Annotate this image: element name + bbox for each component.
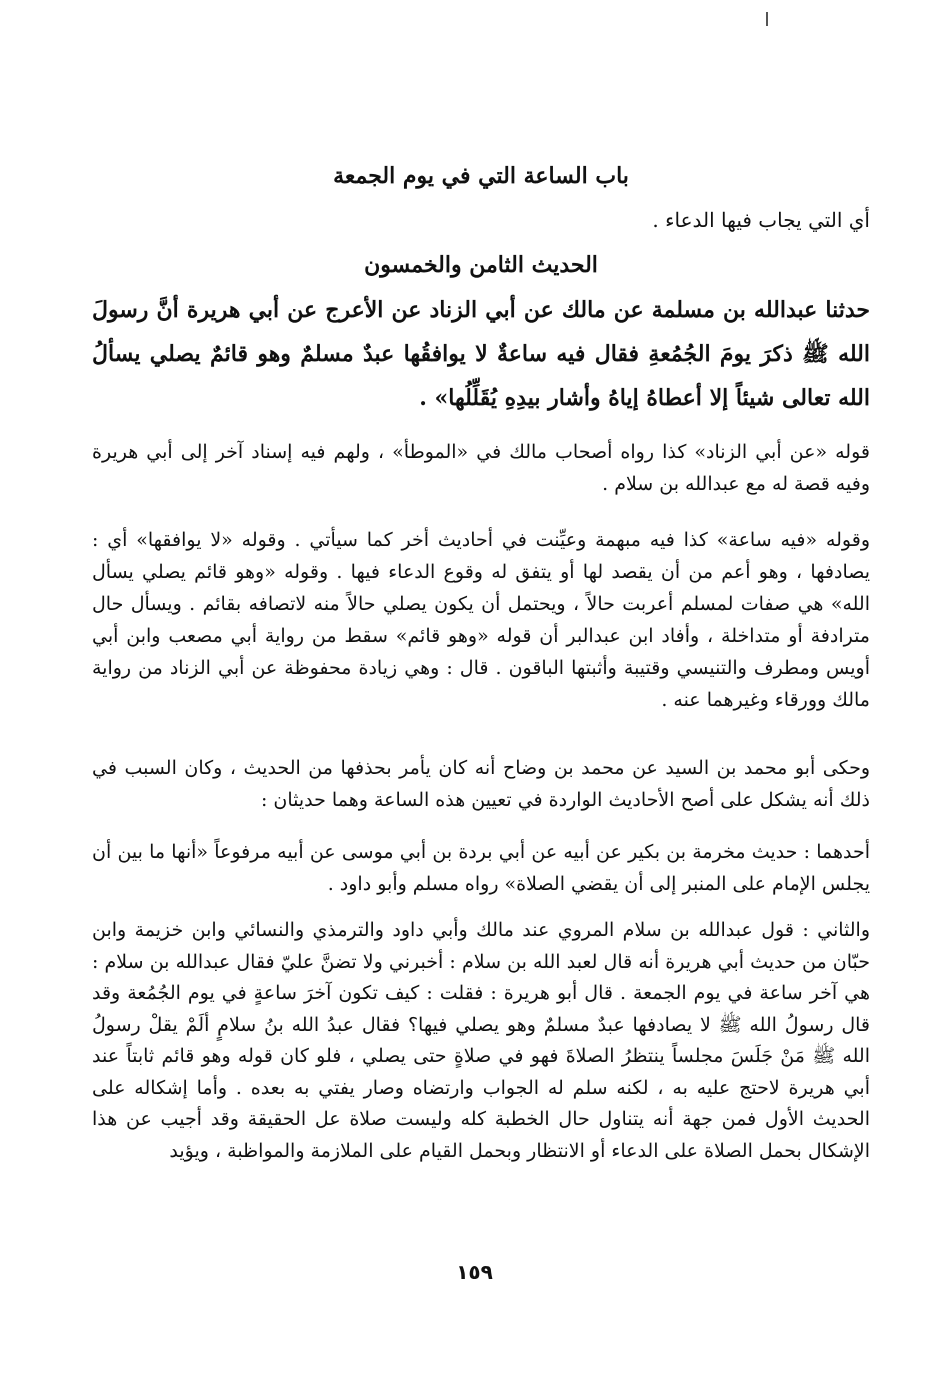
intro-line: أي التي يجاب فيها الدعاء . <box>652 208 870 232</box>
page-number: ١٥٩ <box>456 1260 493 1284</box>
commentary-paragraph: وحكى أبو محمد بن السيد عن محمد بن وضاح أنه كان يأمر بحذفها من الحديث ، وكان السبب في ذلك أنه يشكل على أصح الأحاديث الواردة في تعيين هذه الساعة وهما حديثان : <box>92 757 870 811</box>
scan-mark <box>766 12 768 26</box>
section-title: الحديث الثامن والخمسون <box>364 252 598 278</box>
commentary-paragraph: أحدهما : حديث مخرمة بن بكير عن أبيه عن أبي بردة بن أبي موسى عن أبيه مرفوعاً «أنها ما بين أن يجلس الإمام على المنبر إلى أن يقضي الصلاة» رواه مسلم وأبو داود . <box>92 841 870 895</box>
commentary-paragraph: والثاني : قول عبدالله بن سلام المروي عند مالك وأبي داود والترمذي والنسائي وابن خزيمة وابن حبّان من حديث أبي هريرة أنه قال لعبد الله بن سلام : أخبرني ولا تضنَّ عليّ فقال عبدالله بن سلام : هي آخر ساعة في يوم الجمعة . قال أبو هريرة : فقلت : كيف تكون آخرَ ساعةٍ في يوم الجُمُعة وقد قال رسولُ الله ﷺ لا يصادفها عبدٌ مسلمٌ وهو يصلي فيها؟ فقال عبدُ الله بنُ سلامٍ ألَمْ يقلْ رسولُ الله ﷺ مَنْ جَلَسَ مجلساً ينتظرُ الصلاةَ فهو في صلاةٍ حتى يصلي ، فلو كان قوله وهو قائم ثابتاً عند أبي هريرة لاحتج عليه به ، لكنه سلم له الجواب وارتضاه وصار يفتي به بعده . وأما إشكاله على الحديث الأول فمن جهة أنه يتناول حال الخطبة كله وليست صلاة عل الحقيقة وقد أجيب عن هذا الإشكال بحمل الصلاة على الدعاء أو الانتظار وبحمل القيام على الملازمة والمواظبة ، ويؤيد <box>92 919 870 1162</box>
chapter-title: باب الساعة التي في يوم الجمعة <box>333 163 629 189</box>
commentary-paragraph: قوله «عن أبي الزناد» كذا رواه أصحاب مالك في «الموطأ» ، ولهم فيه إسناد آخر إلى أبي هريرة وفيه قصة له مع عبدالله بن سلام . <box>92 441 870 495</box>
hadith-text: حدثنا عبدالله بن مسلمة عن مالك عن أبي الزناد عن الأعرج عن أبي هريرة أنَّ رسولَ الله ﷺ ذكرَ يومَ الجُمُعةِ فقال فيه ساعةٌ لا يوافقُها عبدٌ مسلمٌ وهو قائمٌ يصلي يسألُ الله تعالى شيئاً إلا أعطاهُ إياهُ وأشار بيدِهِ يُقَلِّلُها» . <box>92 297 870 411</box>
commentary-paragraph: وقوله «فيه ساعة» كذا فيه مبهمة وعيِّنت في أحاديث أخر كما سيأتي . وقوله «لا يوافقها» أي : يصادفها ، وهو أعم من أن يقصد لها أو يتفق له وقوع الدعاء فيها . وقوله «وهو قائم يصلي يسأل الله» هي صفات لمسلم أعربت حالاً ، ويحتمل أن يكون يصلي حالاً منه لاتصافه بقائم . ويسأل حال مترادفة أو متداخلة ، وأفاد ابن عبدالبر أن قوله «وهو قائم» سقط من رواية أبي مصعب وابن أبي أويس ومطرف والتنيسي وقتيبة وأثبتها الباقون . قال : وهي زيادة محفوظة عن أبي الزناد من رواية مالك وورقاء وغيرهما عنه . <box>92 529 870 711</box>
